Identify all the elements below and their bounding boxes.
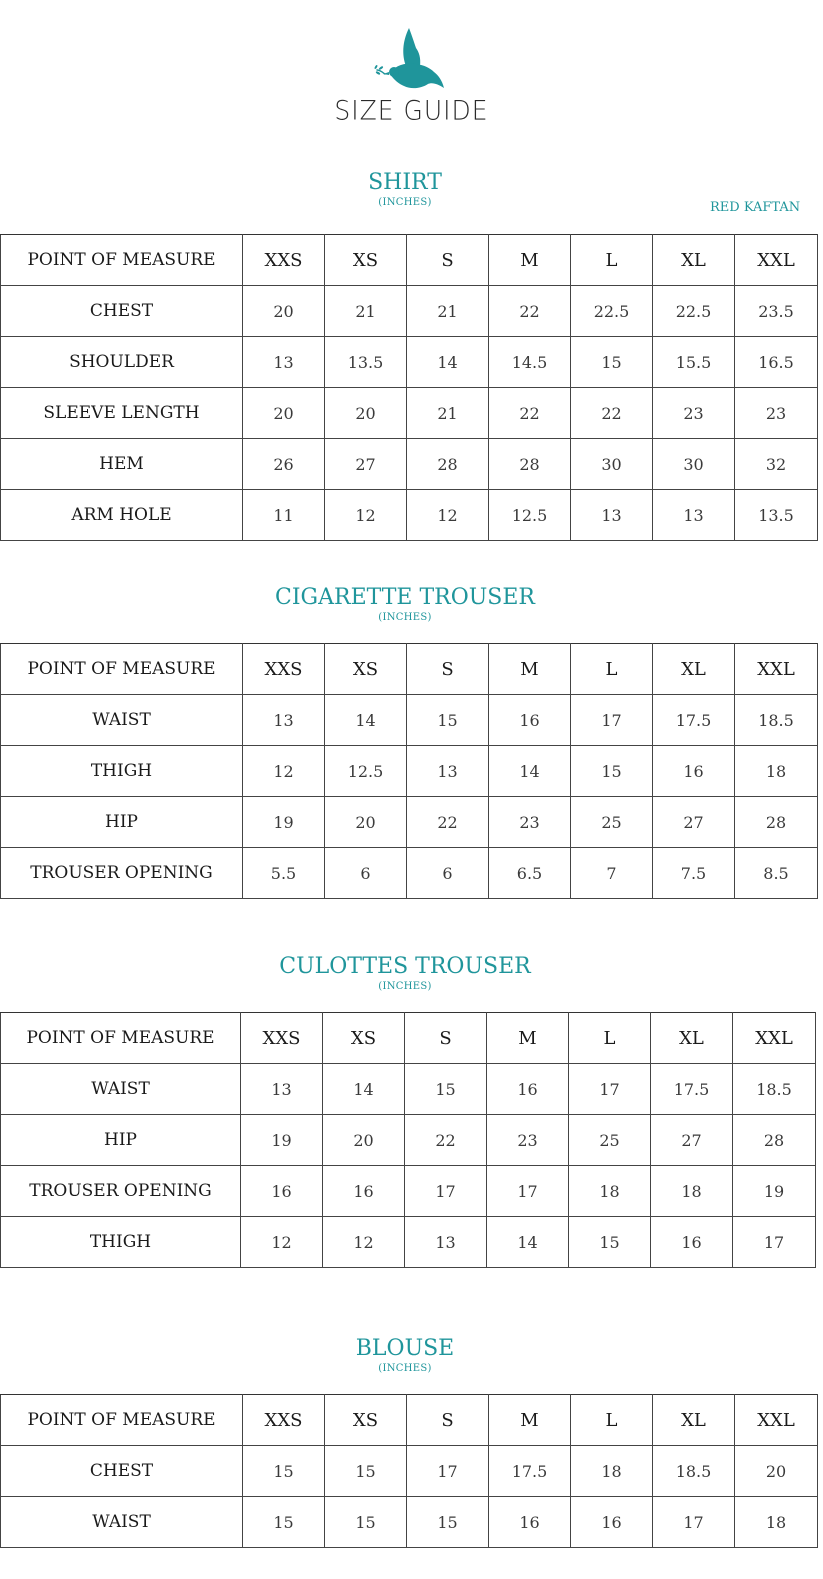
measure-value: 14	[407, 337, 489, 388]
measure-value: 12.5	[489, 490, 571, 541]
measure-value: 15	[325, 1497, 407, 1548]
measure-value: 26	[243, 439, 325, 490]
section-unit-blouse: (INCHES)	[378, 1363, 432, 1374]
size-header: XL	[651, 1013, 733, 1064]
size-header: XL	[653, 235, 735, 286]
measure-value: 18.5	[653, 1446, 735, 1497]
measure-label: SLEEVE LENGTH	[1, 388, 243, 439]
measure-value: 18	[571, 1446, 653, 1497]
table-row	[1, 490, 818, 541]
measure-value: 16	[323, 1166, 405, 1217]
size-header: S	[407, 1395, 489, 1446]
measure-value: 19	[733, 1166, 816, 1217]
measure-value: 17	[653, 1497, 735, 1548]
size-header: L	[571, 644, 653, 695]
size-header: XXS	[243, 235, 325, 286]
measure-value: 20	[735, 1446, 818, 1497]
size-header: XXL	[735, 644, 818, 695]
measure-value: 13	[405, 1217, 487, 1268]
measure-label: TROUSER OPENING	[1, 848, 243, 899]
measure-value: 17	[569, 1064, 651, 1115]
measure-value: 15.5	[653, 337, 735, 388]
measure-value: 13.5	[325, 337, 407, 388]
section-title-blouse: BLOUSE	[355, 1336, 455, 1361]
measure-value: 7	[571, 848, 653, 899]
measure-label: CHEST	[1, 286, 243, 337]
size-header: L	[571, 1395, 653, 1446]
measure-value: 15	[243, 1446, 325, 1497]
measure-value: 22.5	[571, 286, 653, 337]
measure-value: 14	[487, 1217, 569, 1268]
table-row	[1, 337, 818, 388]
measure-value: 16	[241, 1166, 323, 1217]
measure-value: 5.5	[243, 848, 325, 899]
cigarette-trouser-size-table	[0, 643, 818, 899]
measure-value: 12	[325, 490, 407, 541]
size-header: XS	[325, 644, 407, 695]
measure-value: 20	[325, 797, 407, 848]
measure-value: 18.5	[733, 1064, 816, 1115]
measure-value: 12	[243, 746, 325, 797]
size-header: XXS	[241, 1013, 323, 1064]
measure-value: 16	[489, 695, 571, 746]
measure-value: 7.5	[653, 848, 735, 899]
size-header: XXS	[243, 1395, 325, 1446]
table-row	[1, 746, 818, 797]
measure-value: 17	[571, 695, 653, 746]
measure-value: 23	[735, 388, 818, 439]
header-point-of-measure: POINT OF MEASURE	[1, 644, 243, 695]
measure-value: 15	[243, 1497, 325, 1548]
table-row	[1, 848, 818, 899]
measure-value: 14.5	[489, 337, 571, 388]
measure-value: 12	[241, 1217, 323, 1268]
measure-value: 32	[735, 439, 818, 490]
measure-value: 23.5	[735, 286, 818, 337]
measure-label: SHOULDER	[1, 337, 243, 388]
section-unit-culottes-trouser: (INCHES)	[378, 981, 432, 992]
size-header: M	[489, 1395, 571, 1446]
measure-value: 28	[733, 1115, 816, 1166]
measure-value: 19	[241, 1115, 323, 1166]
measure-value: 22.5	[653, 286, 735, 337]
measure-value: 6.5	[489, 848, 571, 899]
measure-value: 23	[487, 1115, 569, 1166]
size-header: S	[407, 235, 489, 286]
measure-label: WAIST	[1, 1064, 241, 1115]
measure-value: 23	[489, 797, 571, 848]
section-unit-cigarette-trouser: (INCHES)	[378, 612, 432, 623]
size-header: L	[569, 1013, 651, 1064]
measure-value: 14	[325, 695, 407, 746]
measure-value: 16	[653, 746, 735, 797]
section-title-culottes-trouser: CULOTTES TROUSER	[279, 954, 531, 979]
measure-value: 15	[571, 337, 653, 388]
dove-logo-icon	[372, 22, 452, 102]
size-header: XS	[325, 1395, 407, 1446]
shirt-size-table	[0, 234, 818, 541]
size-header: XXS	[243, 644, 325, 695]
measure-value: 18	[651, 1166, 733, 1217]
measure-label: THIGH	[1, 746, 243, 797]
measure-value: 15	[569, 1217, 651, 1268]
measure-value: 23	[653, 388, 735, 439]
size-header: XL	[653, 644, 735, 695]
table-row	[1, 1115, 816, 1166]
measure-value: 21	[407, 286, 489, 337]
product-tag: RED KAFTAN	[710, 200, 801, 215]
measure-value: 18	[735, 746, 818, 797]
measure-value: 12.5	[325, 746, 407, 797]
measure-value: 18	[569, 1166, 651, 1217]
measure-label: HIP	[1, 1115, 241, 1166]
size-header: XXL	[733, 1013, 816, 1064]
measure-value: 14	[489, 746, 571, 797]
measure-value: 18	[735, 1497, 818, 1548]
measure-value: 17.5	[489, 1446, 571, 1497]
measure-value: 27	[651, 1115, 733, 1166]
section-title-cigarette-trouser: CIGARETTE TROUSER	[275, 585, 535, 610]
table-row	[1, 695, 818, 746]
size-header: S	[407, 644, 489, 695]
measure-value: 20	[325, 388, 407, 439]
measure-value: 13.5	[735, 490, 818, 541]
measure-value: 16	[651, 1217, 733, 1268]
measure-value: 30	[571, 439, 653, 490]
table-header-row	[1, 1395, 818, 1446]
measure-value: 15	[407, 695, 489, 746]
table-header-row	[1, 644, 818, 695]
measure-value: 15	[407, 1497, 489, 1548]
measure-value: 15	[325, 1446, 407, 1497]
measure-value: 13	[241, 1064, 323, 1115]
size-header: S	[405, 1013, 487, 1064]
size-header: XS	[325, 235, 407, 286]
measure-value: 25	[571, 797, 653, 848]
size-header: XS	[323, 1013, 405, 1064]
measure-value: 20	[323, 1115, 405, 1166]
measure-value: 28	[735, 797, 818, 848]
measure-label: HIP	[1, 797, 243, 848]
measure-value: 17.5	[651, 1064, 733, 1115]
measure-value: 17.5	[653, 695, 735, 746]
table-header-row	[1, 1013, 816, 1064]
table-row	[1, 286, 818, 337]
measure-value: 6	[407, 848, 489, 899]
measure-value: 14	[323, 1064, 405, 1115]
measure-value: 12	[323, 1217, 405, 1268]
size-header: XXL	[735, 235, 818, 286]
measure-value: 17	[733, 1217, 816, 1268]
measure-value: 28	[407, 439, 489, 490]
measure-value: 22	[489, 286, 571, 337]
measure-value: 17	[407, 1446, 489, 1497]
measure-value: 21	[325, 286, 407, 337]
measure-value: 28	[489, 439, 571, 490]
size-header: XXL	[735, 1395, 818, 1446]
measure-value: 13	[243, 695, 325, 746]
measure-value: 30	[653, 439, 735, 490]
measure-label: WAIST	[1, 1497, 243, 1548]
measure-value: 15	[405, 1064, 487, 1115]
table-row	[1, 1217, 816, 1268]
table-header-row	[1, 235, 818, 286]
table-row	[1, 1497, 818, 1548]
measure-value: 16	[571, 1497, 653, 1548]
header-point-of-measure: POINT OF MEASURE	[1, 1013, 241, 1064]
header-point-of-measure: POINT OF MEASURE	[1, 235, 243, 286]
measure-label: HEM	[1, 439, 243, 490]
measure-value: 22	[571, 388, 653, 439]
size-header: L	[571, 235, 653, 286]
measure-value: 25	[569, 1115, 651, 1166]
measure-value: 6	[325, 848, 407, 899]
measure-value: 13	[653, 490, 735, 541]
culottes-trouser-size-table	[0, 1012, 816, 1268]
table-row	[1, 1166, 816, 1217]
header-point-of-measure: POINT OF MEASURE	[1, 1395, 243, 1446]
measure-value: 13	[407, 746, 489, 797]
size-header: M	[487, 1013, 569, 1064]
brand-title: SIZE GUIDE	[334, 95, 489, 126]
table-row	[1, 388, 818, 439]
measure-value: 20	[243, 286, 325, 337]
measure-value: 22	[489, 388, 571, 439]
measure-value: 13	[571, 490, 653, 541]
measure-label: TROUSER OPENING	[1, 1166, 241, 1217]
measure-value: 19	[243, 797, 325, 848]
measure-value: 8.5	[735, 848, 818, 899]
size-header: M	[489, 235, 571, 286]
table-row	[1, 797, 818, 848]
measure-value: 27	[325, 439, 407, 490]
measure-label: WAIST	[1, 695, 243, 746]
measure-value: 18.5	[735, 695, 818, 746]
table-row	[1, 1064, 816, 1115]
measure-value: 27	[653, 797, 735, 848]
measure-value: 16	[489, 1497, 571, 1548]
measure-value: 22	[407, 797, 489, 848]
size-header: XL	[653, 1395, 735, 1446]
measure-label: CHEST	[1, 1446, 243, 1497]
section-unit-shirt: (INCHES)	[378, 197, 432, 208]
measure-value: 16.5	[735, 337, 818, 388]
table-row	[1, 439, 818, 490]
measure-value: 21	[407, 388, 489, 439]
measure-value: 17	[405, 1166, 487, 1217]
section-title-shirt: SHIRT	[368, 170, 442, 195]
measure-value: 15	[571, 746, 653, 797]
measure-value: 17	[487, 1166, 569, 1217]
measure-value: 13	[243, 337, 325, 388]
blouse-size-table	[0, 1394, 818, 1548]
measure-value: 12	[407, 490, 489, 541]
size-header: M	[489, 644, 571, 695]
table-row	[1, 1446, 818, 1497]
measure-value: 20	[243, 388, 325, 439]
measure-label: ARM HOLE	[1, 490, 243, 541]
measure-value: 22	[405, 1115, 487, 1166]
measure-value: 11	[243, 490, 325, 541]
measure-label: THIGH	[1, 1217, 241, 1268]
measure-value: 16	[487, 1064, 569, 1115]
